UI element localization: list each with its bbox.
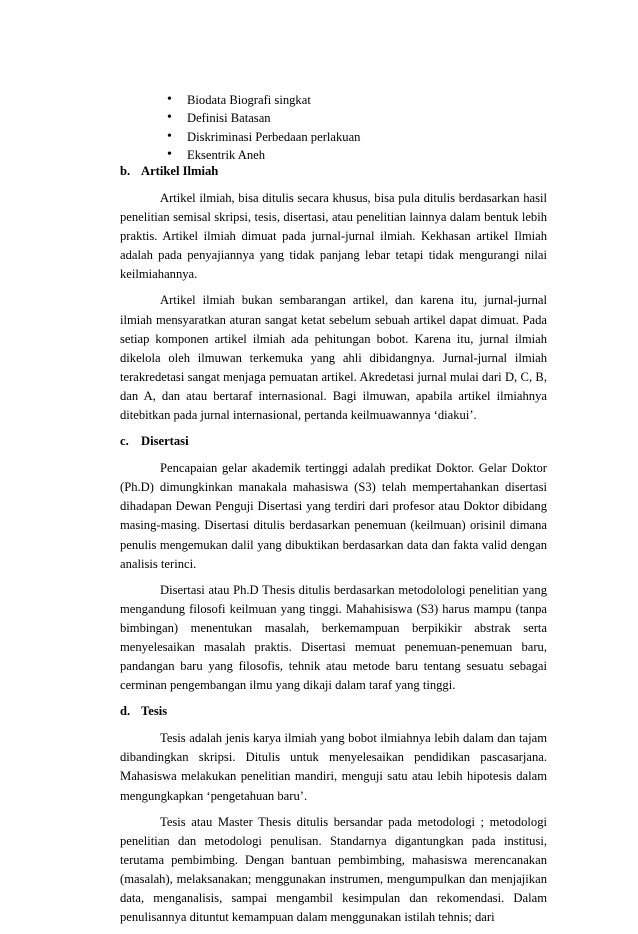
section-heading — [120, 432, 547, 451]
paragraph: Artikel ilmiah bukan sembarangan artikel, dan karena itu, jurnal-jurnal ilmiah mensyaratkan aturan sangat ketat sebelum sebuah artikel dapat dimuat. Pada setiap komponen artikel ilmiah ada pehitungan bobot. Karena itu, jurnal ilmiah dikelola oleh ilmuwan terkemuka yang ahli dibidangnya. Jurnal-jurnal ilmiah terakredetasi sangat menjaga pemuatan artikel. Akredetasi jurnal mulai dari D, C, B, dan A, dan atau bertaraf internasional. Bagi ilmuwan, apabila artikel ilmiahnya ditebitkan pada jurnal internasional, pertanda keilmuawannya ‘diakui’. — [120, 293, 547, 423]
document-body — [120, 162, 547, 934]
section-tesis — [120, 702, 547, 927]
paragraph: Artikel ilmiah, bisa ditulis secara khusus, bisa pula ditulis berdasarkan hasil penelitian semisal skripsi, tesis, disertasi, atau penelitian lainnya dalam bentuk lebih praktis. Artikel ilmiah dimuat pada jurnal-jurnal ilmiah. Kekhasan artikel Ilmiah adalah pada penyajiannya yang tidak panjang lebar tetapi tidak mengurangi nilai keilmiahannya. — [120, 191, 547, 282]
section-letter: c. — [120, 434, 129, 449]
bullet-item: • Biodata Biografi singkat — [165, 91, 360, 109]
bullet-list — [165, 91, 360, 165]
paragraph: Disertasi atau Ph.D Thesis ditulis berdasarkan metodolologi penelitian yang mengandung filosofi keilmuan yang tinggi. Mahahisiswa (S3) harus mampu (tanpa bimbingan) menentukan masalah, berkemampuan berpikikir abstrak serta menyelesaikan masalah praktis. Disertasi memuat penemuan-penemuan baru, pandangan baru yang filosofis, tehnik atau metode baru tentang sesuatu sebagai cerminan pengembangan ilmu yang dikaji dalam taraf yang tinggi. — [120, 582, 547, 693]
section-title: Tesis — [141, 704, 168, 719]
section-letter: b. — [120, 164, 131, 178]
paragraph: Pencapaian gelar akademik tertinggi adalah predikat Doktor. Gelar Doktor (Ph.D) dimungkinkan manakala mahasiswa (S3) telah mempertahankan disertasi dihadapan Dewan Penguji Disertasi yang terdiri dari profesor atau Doktor dibidang masing-masing. Disertasi ditulis berdasarkan penemuan (keilmuan) orisinil dimana penulis mengemukan dalil yang dibuktikan berdasarkan data dan fakta valid dengan analisis terinci. — [120, 461, 547, 571]
section-letter: d. — [120, 704, 131, 719]
section-title: Artikel Ilmiah — [141, 164, 219, 178]
section-artikel-ilmiah — [120, 162, 547, 425]
section-heading — [120, 162, 547, 181]
bullet-item: • Diskriminasi Perbedaan perlakuan — [165, 128, 360, 146]
bullet-item: • Eksentrik Aneh — [165, 146, 360, 164]
paragraph: Tesis adalah jenis karya ilmiah yang bobot ilmiahnya lebih dalam dan tajam dibandingkan skripsi. Ditulis untuk menyelesaikan pendidikan pascasarjana. Mahasiswa melakukan penelitian mandiri, menguji satu atau lebih hipotesis dalam mengungkapkan ‘pengetahuan baru’. — [120, 731, 547, 803]
paragraph: Tesis atau Master Thesis ditulis bersandar pada metodologi ; metodologi penelitian dan metodologi penulisan. Standarnya digantungkan pada institusi, terutama pembimbing. Dengan bantuan pembimbing, mahasiswa merencanakan (masalah), melaksanakan; menggunakan instrumen, mengumpulkan dan menjajikan data, menganalisis, sampai mengambil kesimpulan dan rekomendasi. Dalam penulisannya dituntut kemampuan dalam menggunakan istilah tehnis; dari — [120, 814, 547, 925]
section-title: Disertasi — [141, 434, 189, 449]
section-heading — [120, 702, 547, 721]
section-disertasi — [120, 432, 547, 695]
bullet-item: • Definisi Batasan — [165, 109, 360, 127]
